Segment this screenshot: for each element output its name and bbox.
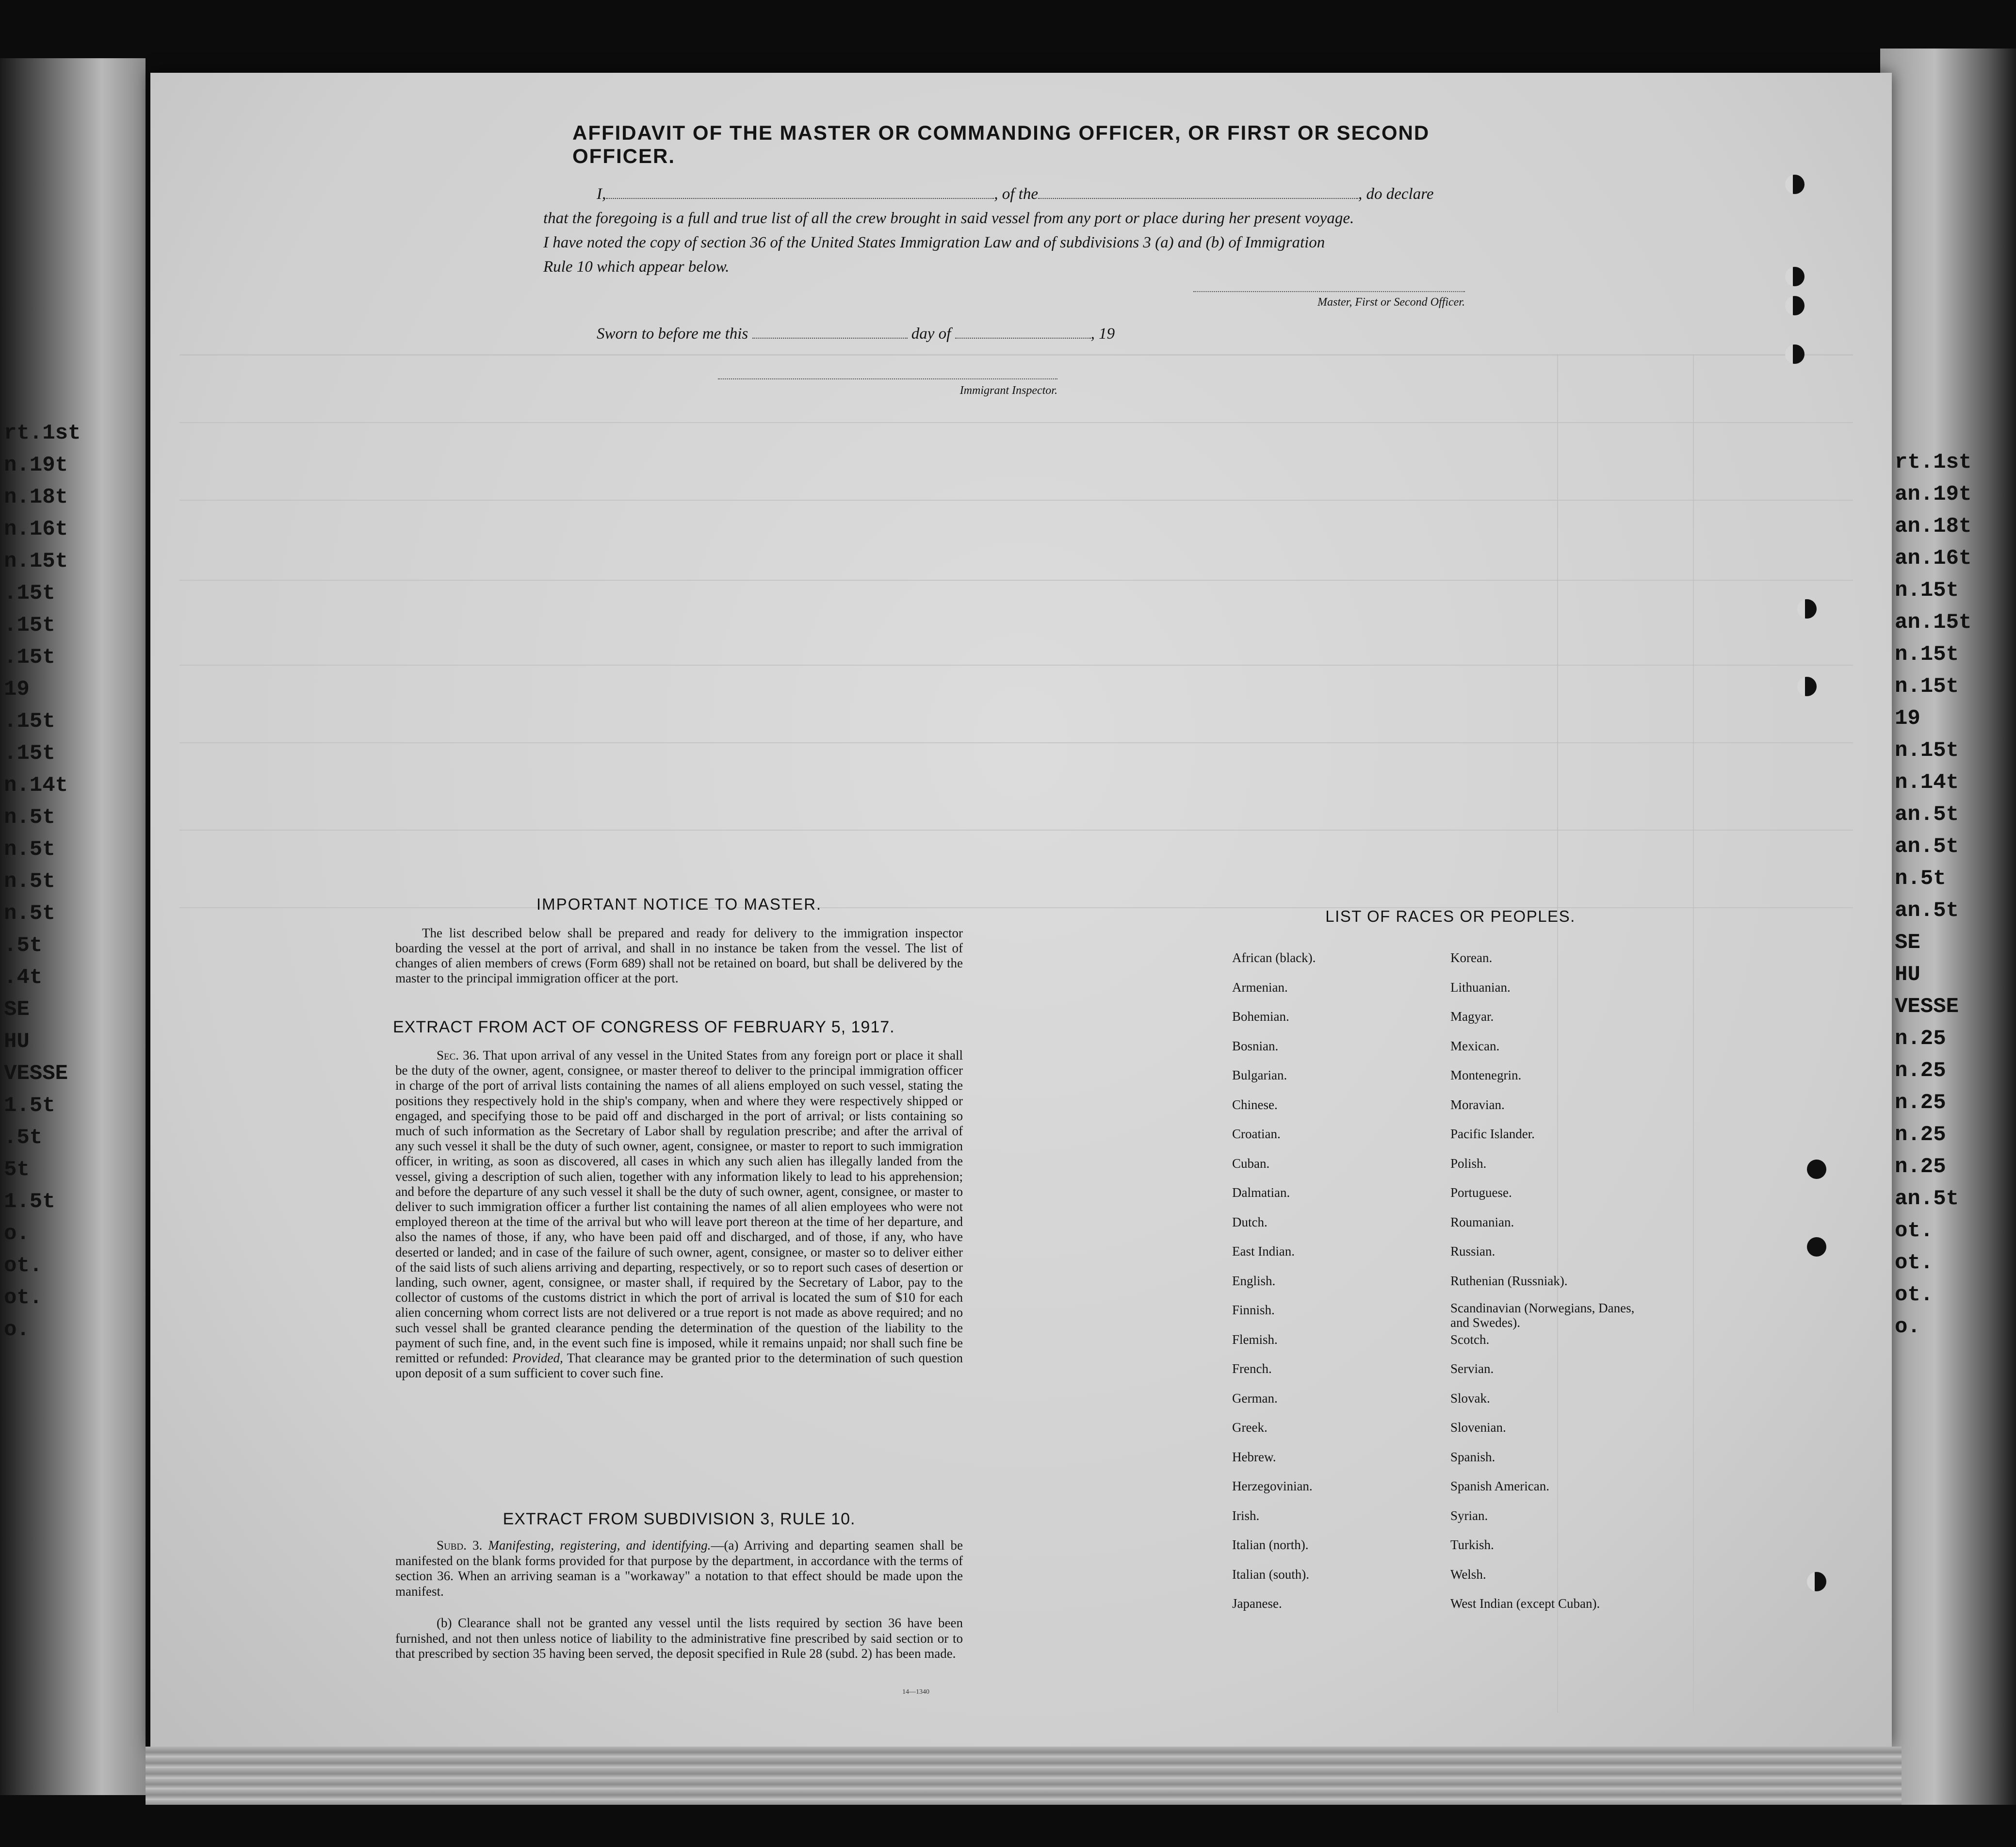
race-item: Scandinavian (Norwegians, Danes, and Swedes). bbox=[1450, 1301, 1635, 1330]
race-item: Portuguese. bbox=[1450, 1185, 1512, 1200]
edge-entry: an.19t bbox=[1895, 482, 1972, 507]
edge-entry: n.14t bbox=[1895, 770, 1959, 795]
punch-hole-icon bbox=[1807, 1237, 1826, 1257]
sheet-stack-bottom-edge bbox=[146, 1747, 1902, 1805]
edge-entry: .15t bbox=[4, 741, 55, 766]
race-item: Montenegrin. bbox=[1450, 1068, 1522, 1082]
sworn-text: Sworn to before me this bbox=[597, 325, 748, 343]
edge-entry: n.5t bbox=[1895, 866, 1946, 891]
edge-entry: o. bbox=[1895, 1315, 1920, 1339]
edge-entry: n.25 bbox=[1895, 1027, 1946, 1051]
section-36-text bbox=[395, 1048, 963, 1381]
edge-entry: 1.5t bbox=[4, 1190, 55, 1214]
edge-entry: n.5t bbox=[4, 901, 55, 926]
edge-entry: .15t bbox=[4, 645, 55, 670]
race-item: Slovenian. bbox=[1450, 1420, 1506, 1435]
race-item: Chinese. bbox=[1232, 1097, 1278, 1112]
inspector-signature-line[interactable]: Immigrant Inspector. bbox=[718, 378, 1057, 397]
race-item: Dutch. bbox=[1232, 1214, 1268, 1229]
race-item: Japanese. bbox=[1232, 1596, 1282, 1611]
sworn-statement bbox=[597, 325, 1179, 343]
race-item: Hebrew. bbox=[1232, 1449, 1276, 1464]
race-item: Herzegovinian. bbox=[1232, 1479, 1313, 1493]
edge-entry: .5t bbox=[4, 1126, 43, 1150]
edge-entry: o. bbox=[4, 1318, 30, 1342]
edge-entry: SE bbox=[4, 997, 30, 1022]
punch-hole-icon bbox=[1797, 677, 1817, 696]
form-code: 14—1340 bbox=[902, 1688, 929, 1696]
edge-entry: .5t bbox=[4, 933, 43, 958]
notice-title: IMPORTANT NOTICE TO MASTER. bbox=[536, 895, 822, 913]
race-item: Dalmatian. bbox=[1232, 1185, 1290, 1200]
edge-entry: ot. bbox=[1895, 1251, 1934, 1275]
edge-entry: n.15t bbox=[1895, 674, 1959, 699]
edge-entry: n.25 bbox=[1895, 1123, 1946, 1147]
punch-hole-icon bbox=[1785, 344, 1805, 364]
race-item: Bohemian. bbox=[1232, 1009, 1289, 1024]
sworn-month-field[interactable] bbox=[955, 325, 1091, 339]
edge-entry: .4t bbox=[4, 965, 43, 990]
race-item: West Indian (except Cuban). bbox=[1450, 1596, 1600, 1611]
edge-entry: an.18t bbox=[1895, 514, 1972, 539]
subdivision-3a-text bbox=[395, 1538, 963, 1599]
edge-entry: n.16t bbox=[4, 517, 68, 541]
master-signature-line[interactable]: Master, First or Second Officer. bbox=[1193, 291, 1465, 309]
race-item: Roumanian. bbox=[1450, 1214, 1514, 1229]
race-item: Italian (south). bbox=[1232, 1567, 1309, 1582]
races-column-1 bbox=[1232, 948, 1465, 1624]
race-item: Italian (north). bbox=[1232, 1537, 1309, 1552]
race-item: Syrian. bbox=[1450, 1508, 1488, 1523]
race-item: Mexican. bbox=[1450, 1038, 1500, 1053]
race-item: Armenian. bbox=[1232, 980, 1288, 995]
race-item: Turkish. bbox=[1450, 1537, 1494, 1552]
race-item: Cuban. bbox=[1232, 1156, 1270, 1171]
subd-heading: Manifesting, registering, and identifying. bbox=[488, 1538, 711, 1553]
race-item: East Indian. bbox=[1232, 1244, 1295, 1259]
edge-entry: n.25 bbox=[1895, 1059, 1946, 1083]
section-body-end: That clearance may be granted prior to the determination of such question upon deposit of a sum sufficient to cover such fine. bbox=[395, 1351, 963, 1381]
edge-entry: n.15t bbox=[4, 549, 68, 573]
race-item: Finnish. bbox=[1232, 1303, 1275, 1317]
edge-entry: .15t bbox=[4, 581, 55, 605]
extract-act-title: EXTRACT FROM ACT OF CONGRESS OF FEBRUARY 5, 1917. bbox=[393, 1018, 895, 1036]
edge-entry: an.16t bbox=[1895, 546, 1972, 571]
punch-hole-icon bbox=[1785, 267, 1805, 286]
left-edge-entries bbox=[0, 417, 131, 1727]
edge-entry: rt.1st bbox=[1895, 450, 1972, 474]
sworn-day-of: day of bbox=[911, 325, 951, 343]
punch-hole-icon bbox=[1785, 296, 1805, 315]
edge-entry: ot. bbox=[1895, 1283, 1934, 1307]
race-item: Moravian. bbox=[1450, 1097, 1505, 1112]
races-column-2 bbox=[1450, 948, 1683, 1624]
race-item: Pacific Islander. bbox=[1450, 1127, 1535, 1141]
section-provided: Provided, bbox=[512, 1351, 563, 1366]
race-item: German. bbox=[1232, 1390, 1278, 1406]
race-item: Scotch. bbox=[1450, 1332, 1490, 1347]
edge-entry: ot. bbox=[1895, 1219, 1934, 1243]
edge-entry: 19 bbox=[4, 677, 30, 702]
affidavit-title: AFFIDAVIT OF THE MASTER OR COMMANDING OFFICER, OR FIRST OR SECOND OFFICER. bbox=[572, 121, 1430, 167]
edge-entry: 1.5t bbox=[4, 1094, 55, 1118]
edge-entry: ot. bbox=[4, 1254, 43, 1278]
race-item: French. bbox=[1232, 1361, 1272, 1376]
affidavit-of-the: , of the bbox=[994, 185, 1038, 203]
edge-entry: an.5t bbox=[1895, 1187, 1959, 1211]
edge-entry: VESSE bbox=[4, 1062, 68, 1086]
right-edge-entries bbox=[1880, 446, 2016, 1717]
subdivision-3b-text: (b) Clearance shall not be granted any vessel until the lists required by section 36 have been furnished, and not then unless notice of liability to the administrative fine prescribed by said section or to that prescribed by section 35 having been served, the deposit specified in Rule 28 (subd. 2) has been made. bbox=[395, 1616, 963, 1661]
edge-entry: n.15t bbox=[1895, 738, 1959, 763]
races-title: LIST OF RACES OR PEOPLES. bbox=[1325, 907, 1576, 925]
notice-body: The list described below shall be prepared and ready for delivery to the immigration inspector boarding the vessel at the port of arrival, and shall in no instance be taken from the vessel. The list of changes of alien members of crews (Form 689) shall not be retained on board, but shall be delivered by the master to the principal immigration officer at the port. bbox=[395, 926, 963, 985]
edge-entry: n.15t bbox=[1895, 578, 1959, 603]
race-item: Croatian. bbox=[1232, 1127, 1281, 1141]
race-item: Lithuanian. bbox=[1450, 980, 1511, 995]
edge-entry: rt.1st bbox=[4, 421, 81, 445]
race-item: Bosnian. bbox=[1232, 1038, 1279, 1053]
sworn-year: , 19 bbox=[1090, 325, 1115, 343]
edge-entry: n.5t bbox=[4, 837, 55, 862]
edge-entry: HU bbox=[1895, 963, 1920, 987]
race-item: Polish. bbox=[1450, 1156, 1487, 1171]
punch-hole-icon bbox=[1807, 1160, 1826, 1179]
edge-entry: SE bbox=[1895, 931, 1920, 955]
edge-entry: n.15t bbox=[1895, 642, 1959, 667]
race-item: Korean. bbox=[1450, 950, 1493, 965]
edge-entry: n.14t bbox=[4, 773, 68, 798]
edge-entry: HU bbox=[4, 1030, 30, 1054]
race-item: Flemish. bbox=[1232, 1332, 1278, 1347]
race-item: Irish. bbox=[1232, 1508, 1260, 1523]
edge-entry: n.25 bbox=[1895, 1155, 1946, 1179]
race-item: Bulgarian. bbox=[1232, 1068, 1287, 1082]
edge-entry: n.5t bbox=[4, 869, 55, 894]
sworn-day-field[interactable] bbox=[752, 325, 908, 339]
punch-hole-icon bbox=[1785, 175, 1805, 194]
section-body: That upon arrival of any vessel in the United States from any foreign port or place it shall be the duty of the owner, agent, consignee, or master thereof to deliver to the principal immigration officer in charge of the port of arrival lists containing the names of all aliens employed on such vessel, stating the positions they respectively hold in the ship's company, when and where they were respectively shipped or engaged, and specifying those to be paid off and discharged in the port of arrival; or lists containing so much of such information as the Secretary of Labor shall by regulation prescribe; and after the arrival of any such vessel it shall be the duty of such owner, agent, consignee, or master to report to such immigration officer, in writing, as soon as discovered, all cases in which any such alien has illegally landed from the vessel, giving a description of such alien, together with any information likely to lead to his apprehension; and before the departure of any such vessel it shall be the duty of such owner, agent, consignee, or master to deliver to such immigration officer a further list containing the names of all alien employees who were not employed thereon at the time of the arrival but who will leave port thereon at the time of her departure, and also the names of those, if any, who have been paid off and discharged, and of those, if any, who have deserted or landed; and in case of the failure of such owner, agent, consignee, or master so to deliver either of the said lists of such aliens arriving and departing, respectively, or so to report such cases of desertion or landing, such owner, agent, consignee, or master shall, if required by the Secretary of Labor, pay to the collector of customs of the customs district in which the port of arrival is located the sum of $10 for each alien concerning whom correct lists are not delivered or a true report is not made as above required; and no such vessel shall be granted clearance pending the determination of the question of the liability to the payment of such fine, and, in the event such fine is imposed, while it remains unpaid; nor shall such fine be remitted or refunded: bbox=[395, 1048, 963, 1366]
edge-entry: 5t bbox=[4, 1158, 30, 1182]
race-item: English. bbox=[1232, 1273, 1276, 1288]
race-item: Russian. bbox=[1450, 1244, 1496, 1259]
edge-entry: an.15t bbox=[1895, 610, 1972, 635]
edge-entry: .15t bbox=[4, 613, 55, 637]
master-name-field[interactable] bbox=[606, 183, 994, 199]
edge-entry: .15t bbox=[4, 709, 55, 734]
extract-rule-title: EXTRACT FROM SUBDIVISION 3, RULE 10. bbox=[503, 1510, 856, 1528]
punch-hole-icon bbox=[1797, 599, 1817, 619]
race-item: Slovak. bbox=[1450, 1390, 1490, 1406]
races-list bbox=[1232, 948, 1717, 1618]
affidavit-line-2: that the foregoing is a full and true list of all the crew brought in said vessel from any port or place during her present voyage. bbox=[543, 210, 1354, 227]
race-item: Servian. bbox=[1450, 1361, 1494, 1376]
affidavit-line-4: Rule 10 which appear below. bbox=[543, 258, 730, 276]
section-label: Sec. 36. bbox=[437, 1048, 479, 1062]
edge-entry: n.25 bbox=[1895, 1091, 1946, 1115]
affidavit-line-3: I have noted the copy of section 36 of the United States Immigration Law and of subdivisions 3 (a) and (b) of Immigration bbox=[543, 234, 1325, 251]
race-item: Spanish American. bbox=[1450, 1479, 1549, 1493]
edge-entry: an.5t bbox=[1895, 834, 1959, 859]
affidavit-declaration bbox=[543, 182, 1494, 279]
race-item: African (black). bbox=[1232, 950, 1316, 965]
race-item: Magyar. bbox=[1450, 1009, 1494, 1024]
race-item: Greek. bbox=[1232, 1420, 1268, 1435]
edge-entry: n.19t bbox=[4, 453, 68, 477]
edge-entry: an.5t bbox=[1895, 899, 1959, 923]
edge-entry: o. bbox=[4, 1222, 30, 1246]
edge-entry: n.5t bbox=[4, 805, 55, 830]
race-item: Spanish. bbox=[1450, 1449, 1496, 1464]
punch-hole-icon bbox=[1807, 1572, 1826, 1591]
race-item: Welsh. bbox=[1450, 1567, 1486, 1582]
subd-para-a: —(a) Arriving and departing seamen shall be manifested on the blank forms provided for that purpose by the department, in accordance with the terms of section 36. When an arriving seaman is a "workaway" a notation to that effect should be made upon the manifest. bbox=[395, 1538, 963, 1599]
edge-entry: VESSE bbox=[1895, 995, 1959, 1019]
affidavit-i: I, bbox=[597, 185, 606, 203]
subd-label: Subd. 3. bbox=[437, 1538, 483, 1553]
affidavit-declare: , do declare bbox=[1358, 185, 1434, 203]
edge-entry: n.18t bbox=[4, 485, 68, 509]
edge-entry: an.5t bbox=[1895, 802, 1959, 827]
vessel-name-field[interactable] bbox=[1038, 183, 1358, 199]
race-item: Ruthenian (Russniak). bbox=[1450, 1273, 1568, 1288]
edge-entry: 19 bbox=[1895, 706, 1920, 731]
edge-entry: ot. bbox=[4, 1286, 43, 1310]
